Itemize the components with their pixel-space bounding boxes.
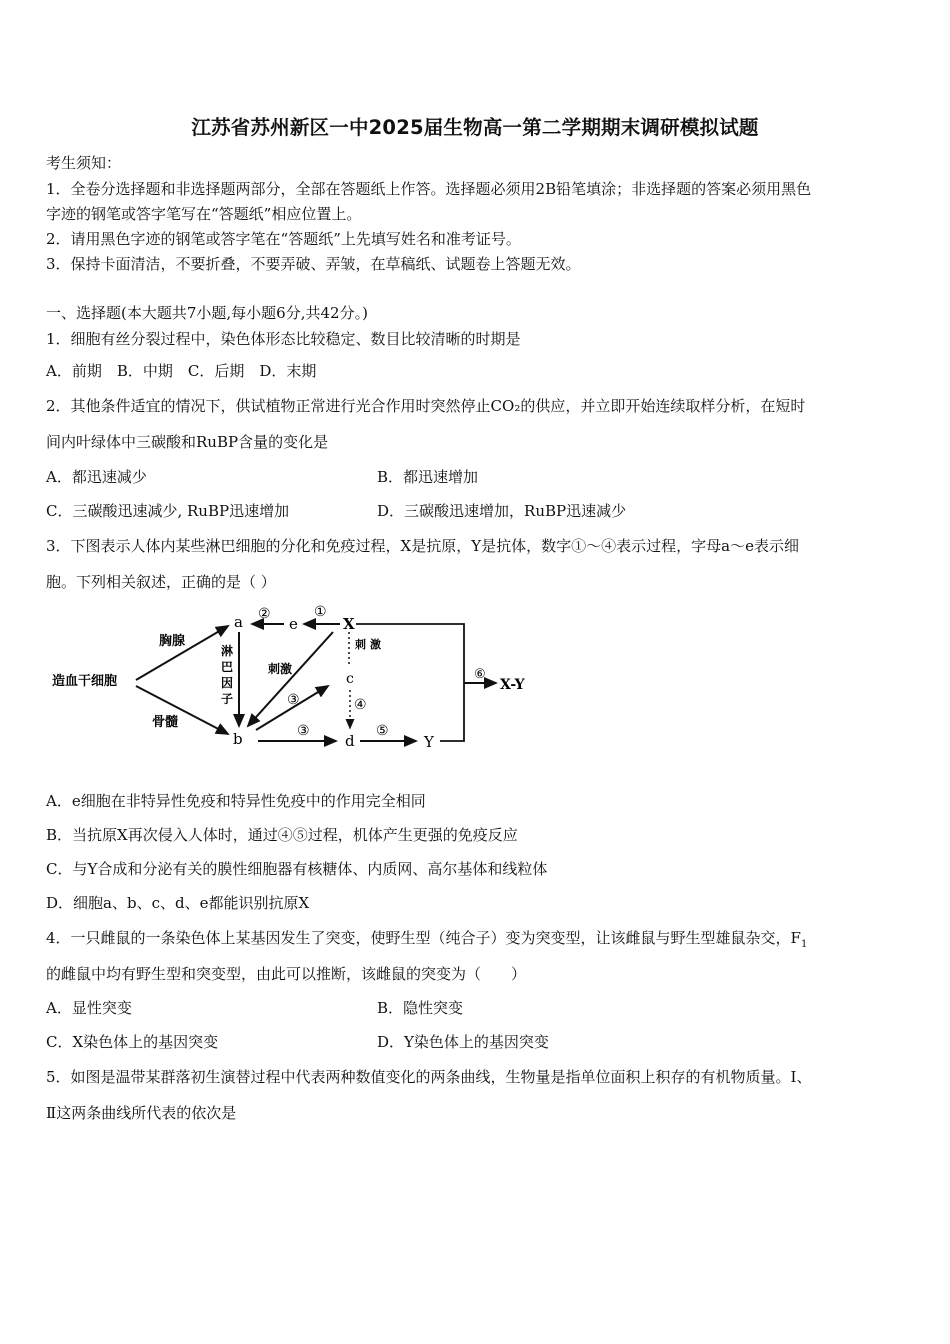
step-5: ⑤ xyxy=(376,723,389,739)
notice-item-1: 1．全卷分选择题和非选择题两部分，全部在答题纸上作答。选择题必须用2B铅笔填涂；非选择题的答案必须用黑色 xyxy=(46,180,812,198)
notice-item-3: 3．保持卡面清洁，不要折叠，不要弄破、弄皱，在草稿纸、试题卷上答题无效。 xyxy=(46,255,581,273)
antigen-x: X xyxy=(343,615,355,633)
q4-stem-text: 4．一只雌鼠的一条染色体上某基因发生了突变，使野生型（纯合子）变为突变型，让该雌鼠与野生型雄鼠杂交，F xyxy=(46,929,801,947)
diagram-label-thymus: 胸腺 xyxy=(159,634,186,649)
q4-option-c: C．X染色体上的基因突变 xyxy=(46,1033,219,1051)
arrow-x-to-b xyxy=(248,632,333,726)
q1-options: A．前期 B．中期 C．后期 D．末期 xyxy=(46,362,317,380)
q2-option-a: A．都迅速减少 xyxy=(46,468,147,486)
section-heading: 一、选择题(本大题共7小题,每小题6分,共42分。) xyxy=(46,304,368,322)
q2-option-c: C．三碳酸迅速减少, RuBP迅速增加 xyxy=(46,502,290,520)
antibody-y: Y xyxy=(424,733,434,751)
step-4: ④ xyxy=(354,697,367,713)
arrow-to-b xyxy=(136,686,228,734)
q5-stem-line1: 5．如图是温带某群落初生演替过程中代表两种数值变化的两条曲线，生物量是指单位面积上积存的有机物质量。Ⅰ、 xyxy=(46,1068,812,1086)
q2-option-b: B．都迅速增加 xyxy=(377,468,479,486)
q4-option-a: A．显性突变 xyxy=(46,999,132,1017)
q4-stem-line2: 的雌鼠中均有野生型和突变型，由此可以推断，该雌鼠的突变为（ ） xyxy=(46,965,527,983)
q2-option-d: D．三碳酸迅速增加，RuBP迅速减少 xyxy=(377,502,627,520)
q5-stem-line2: Ⅱ这两条曲线所代表的依次是 xyxy=(46,1104,237,1122)
q4-subscript: 1 xyxy=(800,939,808,950)
q1-stem: 1．细胞有丝分裂过程中，染色体形态比较稳定、数目比较清晰的时期是 xyxy=(46,330,521,348)
diagram-label-stem-cell: 造血干细胞 xyxy=(52,674,118,689)
step-3-lower: ③ xyxy=(297,723,310,739)
q4-stem-line1 xyxy=(46,927,807,950)
immune-process-diagram xyxy=(46,598,546,768)
stimulate-char-2: 激 xyxy=(370,638,381,651)
q2-stem-line2: 间内叶绿体中三碳酸和RuBP含量的变化是 xyxy=(46,433,329,451)
factor-char-4: 子 xyxy=(221,692,234,706)
factor-char-2: 巴 xyxy=(221,660,234,674)
stimulate-char-1: 刺 xyxy=(355,638,366,651)
notice-item-2: 2．请用黑色字迹的钢笔或答字笔在“答题纸”上先填写姓名和准考证号。 xyxy=(46,230,521,248)
q2-stem-line1: 2．其他条件适宜的情况下，供试植物正常进行光合作用时突然停止CO₂的供应，并立即开始连续取样分析，在短时 xyxy=(46,397,806,415)
page-title: 江苏省苏州新区一中2025届生物高一第二学期期末调研模拟试题 xyxy=(191,116,759,139)
q3-option-b: B．当抗原X再次侵入人体时，通过④⑤过程，机体产生更强的免疫反应 xyxy=(46,826,518,844)
step-3-upper: ③ xyxy=(287,692,300,708)
q4-option-d: D．Y染色体上的基因突变 xyxy=(377,1033,549,1051)
diagram-label-bone-marrow: 骨髓 xyxy=(152,715,179,730)
q3-stem-line1: 3．下图表示人体内某些淋巴细胞的分化和免疫过程，X是抗原，Y是抗体，数字①～④表示过程，字母a～e表示细 xyxy=(46,537,799,555)
cell-c: c xyxy=(346,671,354,687)
cell-a: a xyxy=(234,613,243,631)
cell-b: b xyxy=(233,730,243,748)
q3-option-a: A．e细胞在非特异性免疫和特异性免疫中的作用完全相同 xyxy=(46,792,426,810)
factor-char-1: 淋 xyxy=(221,644,234,658)
q3-option-d: D．细胞a、b、c、d、e都能识别抗原X xyxy=(46,894,310,912)
q4-option-b: B．隐性突变 xyxy=(377,999,464,1017)
step-1: ① xyxy=(314,604,327,620)
factor-char-3: 因 xyxy=(221,676,234,690)
step-2: ② xyxy=(258,606,271,622)
xy-complex: X-Y xyxy=(500,677,525,693)
cell-d: d xyxy=(345,732,355,750)
step-6: ⑥ xyxy=(474,667,486,682)
label-stimulate-1: 刺激 xyxy=(268,662,293,676)
q3-option-c: C．与Y合成和分泌有关的膜性细胞器有核糖体、内质网、高尔基体和线粒体 xyxy=(46,860,548,878)
notice-heading: 考生须知： xyxy=(46,154,122,172)
notice-item-1-cont: 字迹的钢笔或答字笔写在“答题纸”相应位置上。 xyxy=(46,205,362,223)
q3-stem-line2: 胞。下列相关叙述，正确的是（ ） xyxy=(46,573,276,591)
cell-e: e xyxy=(289,615,298,633)
